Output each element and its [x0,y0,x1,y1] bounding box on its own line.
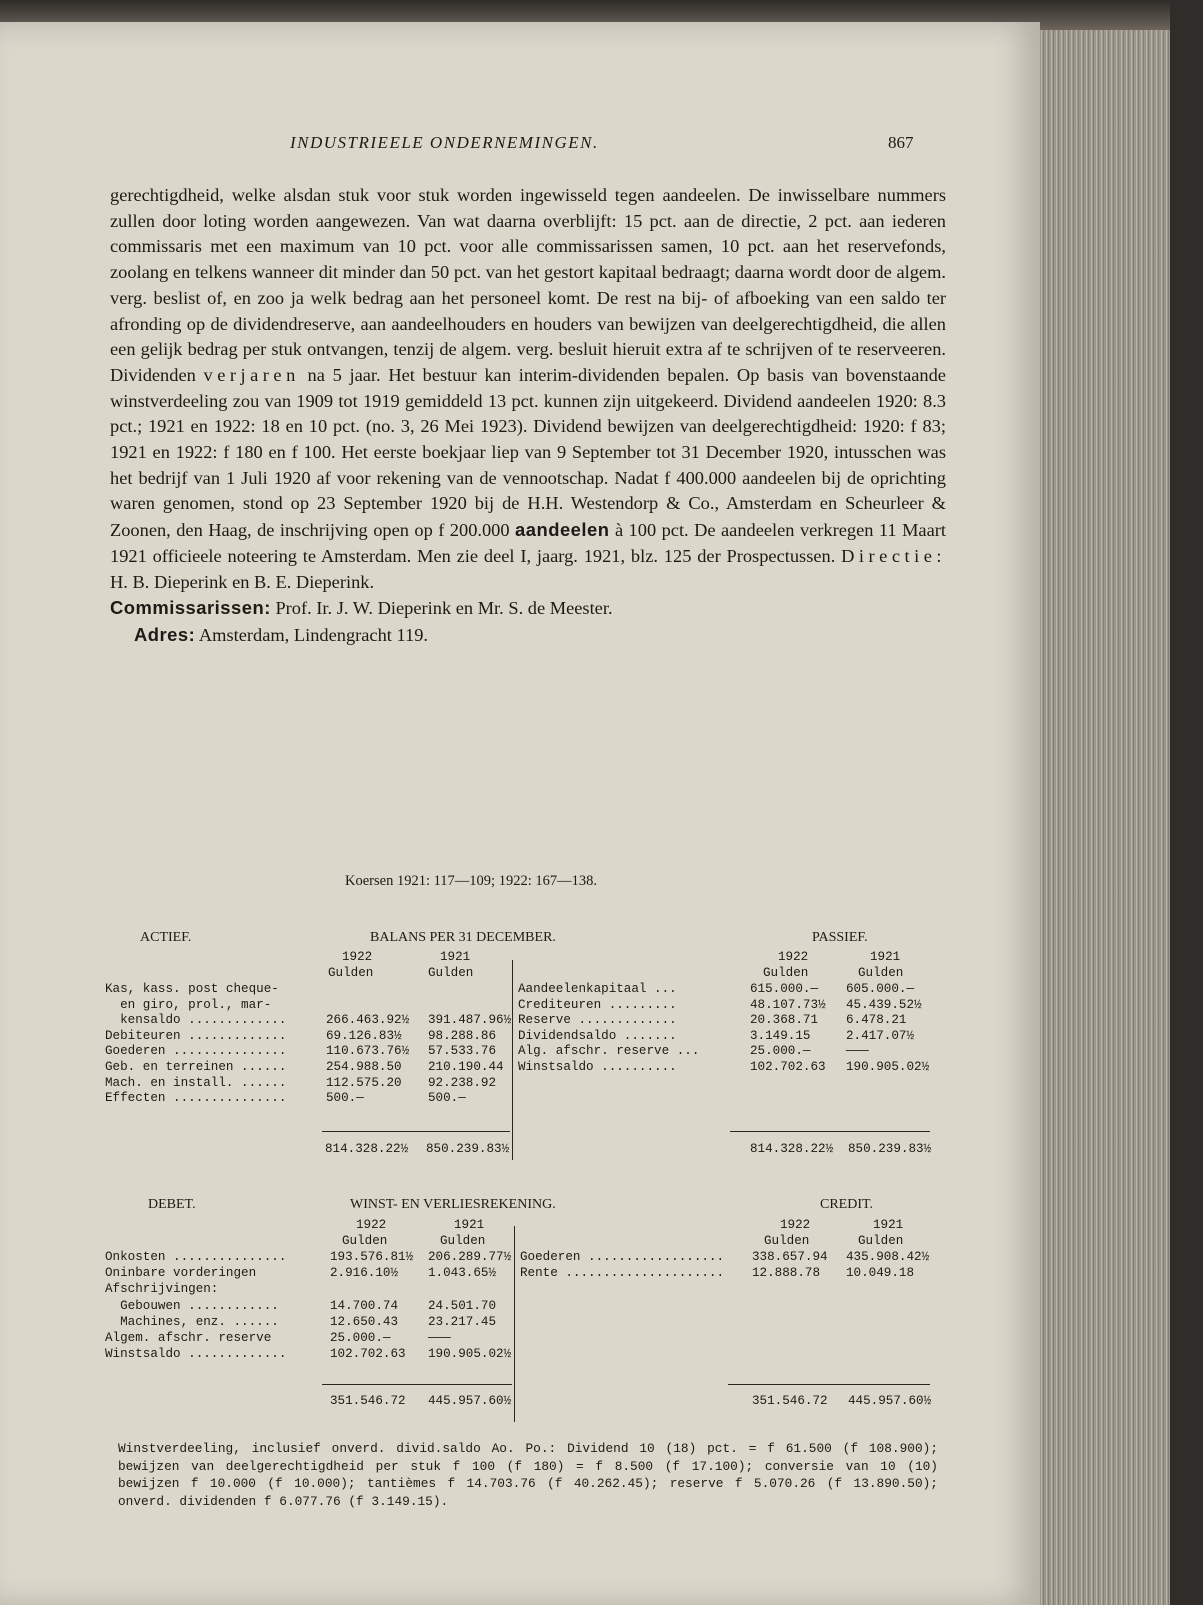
row-value: 14.700.74 [330,1298,399,1313]
row-label: Rente ..................... [520,1266,725,1281]
directie-label: Directie: [841,545,946,566]
total-value: 445.957.60½ [848,1394,932,1408]
total-value: 850.239.83½ [426,1142,510,1156]
row-label: Effecten ............... [105,1091,287,1106]
total-value: 814.328.22½ [325,1142,409,1156]
row-label: Algem. afschr. reserve [105,1331,272,1345]
row-value: 92.238.92 [428,1075,497,1090]
row-label: Goederen ............... [105,1044,287,1059]
row-value: 25.000.— [750,1044,811,1059]
text-span: à 100 pct. De aandeelen verkregen 11 Maart 1921 officieele noteering te Amsterdam. Men zie deel I, jaarg. 1921, blz. 125 der Prospectussen. [110,520,946,566]
winst-title: WINST- EN VERLIESREKENING. [350,1197,556,1212]
row-label: Goederen .................. [520,1250,725,1264]
row-value: 2.916.10½ [330,1266,399,1281]
row-value: 500.— [326,1091,364,1106]
row-value: 206.289.77½ [428,1250,512,1264]
unit-header: Gulden [763,966,809,980]
row-value: 45.439.52½ [846,997,922,1012]
row-label: Onkosten ............... [105,1250,287,1264]
row-label: Gebouwen ............ [105,1298,279,1313]
row-label: Winstsaldo ............. [105,1347,287,1362]
row-value: 210.190.44 [428,1060,504,1074]
year-header: 1922 [342,950,373,964]
row-value: 25.000.— [330,1331,391,1345]
row-value: 193.576.81½ [330,1250,414,1264]
row-value: 391.487.96½ [428,1013,512,1028]
text-span: gerechtigdheid, welke alsdan stuk voor stuk worden ingewisseld tegen aandeelen. De inwisselbare nummers zullen door loting worden aangewezen. Van wat daarna overblijft: 15 pct. aan de directie, 2 pct. aan iederen commissaris met een maximum van 10 pct. voor alle commissarissen samen, 10 pct. aan het reservefonds, zoolang en telkens wanneer dit minder dan 50 pct. van het gestort kapitaal bedraagt; daarna wordt door de algem. verg. beslist of, en zoo ja welk bedrag aan het personeel komt. De rest na bij- of afboeking van een saldo ter afronding op de dividendreserve, aan aandeelhouders en houders van bewijzen van deelgerechtigdheid, die allen een gelijk bedrag per stuk ontvangen, tenzij de algem. verg. besluit hieruit extra af te schrijven of te reserveeren. Dividenden [110,185,946,385]
row-value: 6.478.21 [846,1013,907,1028]
row-value: 2.417.07½ [846,1028,915,1043]
balans-divider [512,960,513,1160]
row-label: Kas, kass. post cheque- [105,982,279,996]
row-value: 266.463.92½ [326,1013,410,1028]
row-value: 102.702.63 [330,1347,406,1362]
aandeelen-heading: aandeelen [515,519,610,541]
row-label: Debiteuren ............. [105,1028,287,1043]
adres-line [110,622,946,649]
total-rule [322,1131,510,1132]
row-label: Oninbare vorderingen [105,1266,257,1281]
passief-title: PASSIEF. [812,930,868,945]
row-value: 338.657.94 [752,1250,828,1264]
total-rule [322,1384,512,1385]
row-value: 48.107.73½ [750,997,826,1012]
year-header: 1921 [873,1218,904,1232]
row-value: 254.988.50 [326,1060,402,1074]
row-value: 23.217.45 [428,1314,497,1329]
row-value: 3.149.15 [750,1028,811,1043]
balans-title: BALANS PER 31 DECEMBER. [370,930,556,945]
actief-title: ACTIEF. [140,930,192,945]
row-value: 98.288.86 [428,1028,497,1043]
row-value: 57.533.76 [428,1044,497,1059]
row-value: 112.575.20 [326,1075,402,1090]
year-header: 1922 [778,950,809,964]
year-header: 1921 [454,1218,485,1232]
row-value: 190.905.02½ [428,1347,512,1362]
unit-header: Gulden [440,1234,486,1248]
commissarissen-line [110,595,946,622]
directie-value: H. B. Dieperink en B. E. Dieperink. [110,571,375,592]
row-value: 1.043.65½ [428,1266,497,1281]
row-value: 500.— [428,1091,466,1106]
total-value: 850.239.83½ [848,1142,932,1156]
commissarissen-label: Commissarissen: [110,597,271,619]
page-number: 867 [888,133,914,152]
adres-label: Adres: [134,623,196,645]
row-value: ——— [846,1044,869,1059]
year-header: 1922 [356,1218,387,1232]
row-label: Crediteuren ......... [518,997,677,1012]
row-label: Geb. en terreinen ...... [105,1060,287,1074]
winst-divider [514,1226,515,1422]
year-header: 1921 [870,950,901,964]
paragraph-main [110,183,946,595]
row-value: ——— [428,1331,451,1345]
footnote-winstverdeeling: Winstverdeeling, inclusief onverd. divid.saldo Ao. Po.: Dividend 10 (18) pct. = f 61.500 (f 108.900); bewijzen van deelgerechtigdheid per stuk f 100 (f 180) = f 8.500 (f 17.100); conversie van 10 (10) bewijzen f 10.000 (f 10.000); tantièmes f 14.703.76 (f 40.262.45); reserve f 5.070.26 (f 13.890.50); onverd. dividenden f 6.077.76 (f 3.149.15). [118,1441,938,1509]
total-value: 814.328.22½ [750,1142,834,1156]
row-label: kensaldo ............. [105,1013,287,1028]
total-rule [728,1384,930,1385]
row-label: Reserve ............. [518,1013,677,1028]
total-rule [730,1131,930,1132]
row-value: 615.000.— [750,982,819,996]
book-spine-shadow [1170,0,1203,1605]
adres-value: Amsterdam, Lindengracht 119. [198,624,428,645]
row-value: 190.905.02½ [846,1060,930,1074]
total-value: 351.546.72 [752,1394,828,1408]
row-value: 24.501.70 [428,1298,497,1313]
commissarissen-value: Prof. Ir. J. W. Dieperink en Mr. S. de Meester. [275,598,613,619]
row-value: 12.650.43 [330,1314,399,1329]
row-value: 10.049.18 [846,1266,915,1281]
koersen-line: Koersen 1921: 117—109; 1922: 167—138. [345,873,597,889]
row-value: 605.000.— [846,982,915,996]
unit-header: Gulden [342,1234,388,1248]
row-label: Mach. en install. ...... [105,1075,287,1090]
running-header: INDUSTRIEELE ONDERNEMINGEN. [290,133,599,152]
debet-title: DEBET. [148,1197,196,1212]
year-header: 1921 [440,950,471,964]
unit-header: Gulden [328,966,374,980]
row-label: Alg. afschr. reserve ... [518,1044,700,1059]
row-value: 12.888.78 [752,1266,821,1281]
credit-title: CREDIT. [820,1197,874,1212]
unit-header: Gulden [764,1234,810,1248]
body-text [110,183,946,649]
row-value: 102.702.63 [750,1060,826,1074]
row-label: Winstsaldo .......... [518,1060,677,1074]
row-label: Dividendsaldo ....... [518,1028,677,1043]
row-value: 435.908.42½ [846,1250,930,1264]
row-label: Machines, enz. ...... [105,1314,279,1329]
total-value: 351.546.72 [330,1394,406,1408]
unit-header: Gulden [858,1234,904,1248]
unit-header: Gulden [428,966,474,980]
spaced-word: verjaren [203,364,300,385]
text-span: na 5 jaar. Het bestuur kan interim-dividenden bepalen. Op basis van bovenstaande winstverdeeling zou van 1909 tot 1919 gemiddeld 13 pct. kunnen zijn uitgekeerd. Dividend aandeelen 1920: 8.3 pct.; 1921 en 1922: 18 en 10 pct. (no. 3, 26 Mei 1923). Dividend bewijzen van deelgerechtigdheid: 1920: f 83; 1921 en 1922: f 180 en f 100. Het eerste boekjaar liep van 9 September tot 31 December 1920, intusschen was het bedrijf van 1 Juli 1920 af voor rekening van de vennootschap. Nadat f 400.000 aandeelen bij de oprichting waren genomen, stond op 23 September 1920 bij de H.H. Westendorp & Co., Amsterdam en Scheurleer & Zoonen, den Haag, de inschrijving open op f 200.000 [110,364,946,541]
row-label: en giro, prol., mar- [105,997,272,1012]
row-value: 69.126.83½ [326,1028,402,1043]
row-value: 20.368.71 [750,1013,819,1028]
unit-header: Gulden [858,966,904,980]
row-label: Aandeelenkapitaal ... [518,982,677,996]
year-header: 1922 [780,1218,811,1232]
total-value: 445.957.60½ [428,1394,512,1408]
row-label: Afschrijvingen: [105,1282,219,1297]
row-value: 110.673.76½ [326,1044,410,1059]
